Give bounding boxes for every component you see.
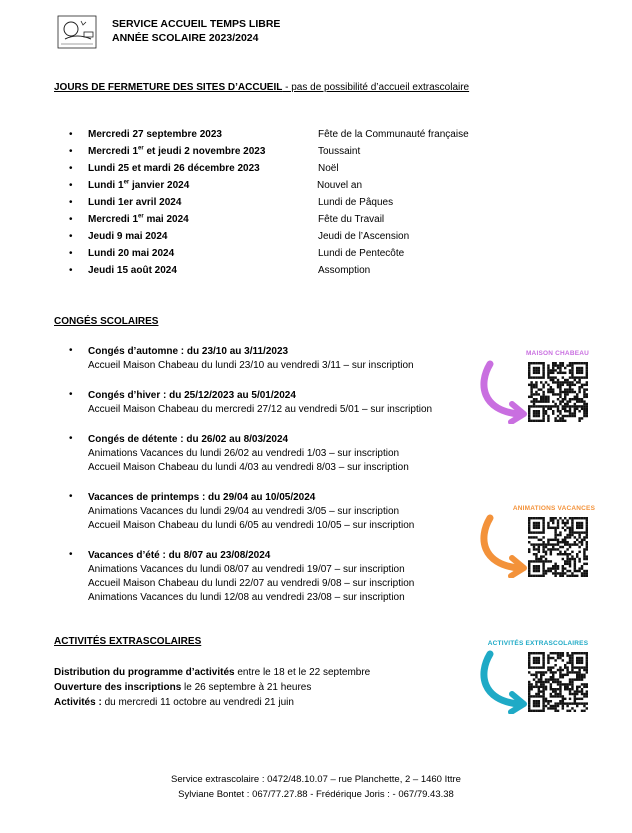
bullet: • <box>69 389 73 400</box>
header-title: SERVICE ACCUEIL TEMPS LIBRE <box>112 18 281 30</box>
fermeture-heading <box>54 82 469 93</box>
arrow-maison-icon <box>478 360 528 424</box>
service-logo <box>57 15 97 49</box>
activites-line: Activités : du mercredi 11 octobre au vendredi 21 juin <box>54 697 294 708</box>
qr-label-maison: MAISON CHABEAU <box>525 350 590 357</box>
bullet: • <box>69 214 73 225</box>
bullet: • <box>69 231 73 242</box>
bullet: • <box>69 129 73 140</box>
list-item: • Lundi 1er avril 2024 Lundi de Pâques <box>88 194 548 211</box>
fermeture-subtitle: - pas de possibilité d’accueil extrascolaire <box>282 82 470 93</box>
footer-contact: Service extrascolaire : 0472/48.10.07 – rue Planchette, 2 – 1460 Ittre <box>171 774 461 785</box>
activites-block <box>54 665 370 710</box>
list-item: • Jeudi 9 mai 2024 Jeudi de l’Ascension <box>88 228 548 245</box>
list-item: • Lundi 25 et mardi 26 décembre 2023 Noël <box>88 160 548 177</box>
bullet: • <box>69 345 73 356</box>
bullet: • <box>69 180 73 191</box>
qr-code-animations[interactable] <box>528 517 588 577</box>
conges-list <box>69 345 468 607</box>
footer-persons: Sylviane Bontet : 067/77.27.88 - Frédérique Joris : - 067/79.43.38 <box>178 789 454 800</box>
list-item: • Mercredi 27 septembre 2023 Fête de la Communauté française <box>88 126 548 143</box>
closure-list <box>69 126 548 279</box>
qr-label-animations: ANIMATIONS VACANCES <box>512 505 596 512</box>
bullet: • <box>69 163 73 174</box>
list-item: • Vacances de printemps : du 29/04 au 10/05/2024 Animations Vacances du lundi 29/04 au vendredi 3/05 – sur inscription Accueil Maison Chabeau du lundi 6/05 au vendredi 10/05 – sur inscription <box>69 491 415 531</box>
list-item: • Mercredi 1er et jeudi 2 novembre 2023 Toussaint <box>88 143 548 160</box>
bullet: • <box>69 433 73 444</box>
list-item: • Vacances d’été : du 8/07 au 23/08/2024 Animations Vacances du lundi 08/07 au vendredi 19/07 – sur inscription Accueil Maison Chabeau du lundi 22/07 au vendredi 9/08 – sur inscription Animations Vacances du lundi 12/08 au vendredi 23/08 – sur inscription <box>69 549 415 603</box>
arrow-animations-icon <box>478 514 528 578</box>
header-year: ANNÉE SCOLAIRE 2023/2024 <box>112 32 259 44</box>
bullet: • <box>69 197 73 208</box>
list-item: • Congés de détente : du 26/02 au 8/03/2024 Animations Vacances du lundi 26/02 au vendredi 1/03 – sur inscription Accueil Maison Chabeau du lundi 4/03 au vendredi 8/03 – sur inscription <box>69 433 409 473</box>
bullet: • <box>69 146 73 157</box>
list-item: • Congés d’automne : du 23/10 au 3/11/2023 Accueil Maison Chabeau du lundi 23/10 au vendredi 3/11 – sur inscription <box>69 345 414 371</box>
bullet: • <box>69 265 73 276</box>
qr-label-activites: ACTIVITÉS EXTRASCOLAIRES <box>487 640 589 647</box>
activites-line: Distribution du programme d’activités entre le 18 et le 22 septembre <box>54 667 371 678</box>
list-item: • Lundi 20 mai 2024 Lundi de Pentecôte <box>88 245 548 262</box>
list-item: • Lundi 1er janvier 2024 Nouvel an <box>88 177 548 194</box>
conges-heading: CONGÉS SCOLAIRES <box>54 316 159 327</box>
bullet: • <box>69 491 73 502</box>
activites-heading: ACTIVITÉS EXTRASCOLAIRES <box>54 636 202 647</box>
bullet: • <box>69 549 73 560</box>
qr-code-maison[interactable] <box>528 362 588 422</box>
fermeture-title: JOURS DE FERMETURE DES SITES D’ACCUEIL <box>54 82 283 93</box>
activites-line: Ouverture des inscriptions le 26 septembre à 21 heures <box>54 682 312 693</box>
list-item: • Mercredi 1er mai 2024 Fête du Travail <box>88 211 548 228</box>
bullet: • <box>69 248 73 259</box>
qr-code-activites[interactable] <box>528 652 588 712</box>
list-item: • Congés d’hiver : du 25/12/2023 au 5/01/2024 Accueil Maison Chabeau du mercredi 27/12 au vendredi 5/01 – sur inscription <box>69 389 433 415</box>
arrow-activites-icon <box>478 650 528 714</box>
list-item: • Jeudi 15 août 2024 Assomption <box>88 262 548 279</box>
